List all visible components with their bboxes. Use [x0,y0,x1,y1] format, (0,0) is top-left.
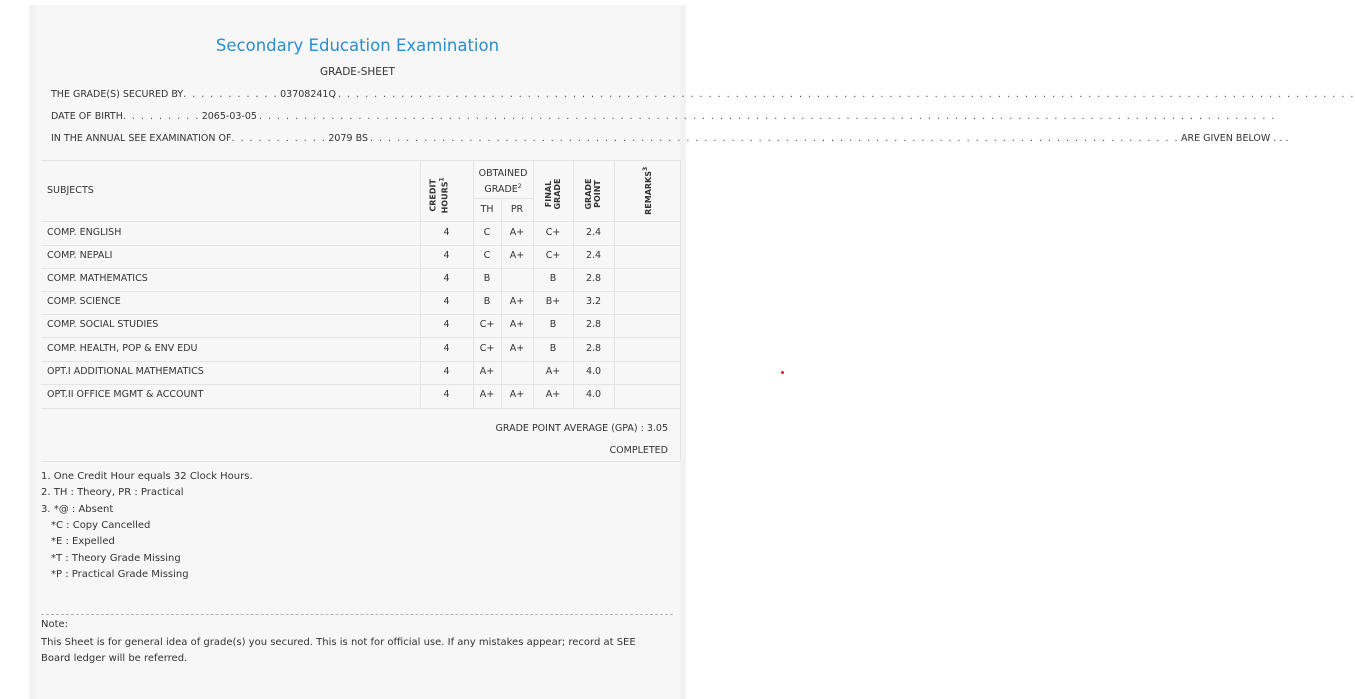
practical-grade: A+ [509,227,525,238]
dob-value: 2065-03-05 [201,111,257,122]
credit-hours: 4 [443,319,450,330]
gpa-value: GRADE POINT AVERAGE (GPA) : 3.05 [495,423,668,434]
given-below-text: ARE GIVEN BELOW . . . [1181,133,1289,144]
credit-hours: 4 [443,273,450,284]
subject-name: COMP. MATHEMATICS [47,273,148,284]
grade-sheet-body [35,5,1355,699]
footnote: 2. TH : Theory, PR : Practical [41,487,184,498]
credit-hours: 4 [443,366,450,377]
grade-point: 4.0 [585,366,602,377]
page-title: Secondary Education Examination [215,36,500,55]
final-grade: B [549,343,557,354]
theory-grade: B [483,273,491,284]
credit-hours: 4 [443,227,450,238]
stray-dot [781,371,784,374]
footnote: *T : Theory Grade Missing [51,553,181,564]
theory-grade: C [483,227,491,238]
final-grade: A+ [545,366,561,377]
credit-hours: 4 [443,343,450,354]
grade-point: 2.8 [585,273,602,284]
subject-name: COMP. SOCIAL STUDIES [47,319,159,330]
practical-grade: A+ [509,250,525,261]
subject-name: OPT.II OFFICE MGMT & ACCOUNT [47,389,204,400]
grade-point: 2.8 [585,319,602,330]
final-grade: C+ [545,227,561,238]
grade-sheet-panel [29,5,1355,699]
result-status: COMPLETED [609,445,668,456]
note-text: This Sheet is for general idea of grade(s) you secured. This is not for official use. If any mistakes appear; record at SEE Board ledger will be referred. [41,637,636,664]
credit-hours-header: CREDIT HOURS$^1$ [428,177,450,214]
dob-line: DATE OF BIRTH . . . . . . . . . 2065-03-05 . . . . . . . . . . . . . . . . . . . . . . . . . . . . . . . . . . . . . . . . . . . . . . . . . . . . . . . . . . . . . . . . . . . . . . . . . . . . . . . . . . . . . . . . . . . . . . . . . . . . . . . . . . . . . . . . . [51,111,1276,122]
theory-grade: B [483,296,491,307]
exam-label: IN THE ANNUAL SEE EXAMINATION OF [51,133,232,144]
theory-grade: C [483,250,491,261]
secured-by-line: THE GRADE(S) SECURED BY . . . . . . . . . . . 03708241Q . . . . . . . . . . . . . . . . . . . . . . . . . . . . . . . . . . . . . . . . . . . . . . . . . . . . . . . . . . . . . . . . . . . . . . . . . . . . . . . . . . . . . . . . . . . . . . . . . . . . . . . . . . . . . . . . . [51,89,1355,100]
subject-name: COMP. NEPALI [47,250,113,261]
practical-grade: A+ [509,389,525,400]
subject-name: OPT.I ADDITIONAL MATHEMATICS [47,366,204,377]
final-grade: B [549,319,557,330]
theory-grade: A+ [479,366,495,377]
footnote: 1. One Credit Hour equals 32 Clock Hours. [41,471,253,482]
final-grade: A+ [545,389,561,400]
theory-header: TH [480,204,494,215]
practical-grade: A+ [509,343,525,354]
grade-point: 2.4 [585,250,602,261]
credit-hours: 4 [443,250,450,261]
remarks-header: REMARKS$^3$ [642,166,653,215]
theory-grade: C+ [479,343,495,354]
footnote: *C : Copy Cancelled [51,520,151,531]
grade-point: 3.2 [585,296,602,307]
footnote: 3. *@ : Absent [41,504,114,515]
divider [41,614,673,615]
exam-line: IN THE ANNUAL SEE EXAMINATION OF . . . . . . . . . . . 2079 BS . . . . . . . . . . . . . . . . . . . . . . . . . . . . . . . . . . . . . . . . . . . . . . . . . . . . . . . . . . . . . . . . . . . . . . . . . . . . . . . . . . . . . . . . . . ARE GIVEN BELOW . . . [51,133,1289,144]
subject-name: COMP. HEALTH, POP & ENV EDU [47,343,198,354]
practical-grade: A+ [509,296,525,307]
subject-name: COMP. ENGLISH [47,227,122,238]
credit-hours: 4 [443,389,450,400]
grade-sheet-heading: GRADE-SHEET [320,66,395,78]
theory-grade: A+ [479,389,495,400]
grade-point: 2.8 [585,343,602,354]
final-grade: B+ [545,296,561,307]
subjects-header: SUBJECTS [47,185,94,196]
secured-by-label: THE GRADE(S) SECURED BY [51,89,184,100]
final-grade-header: FINAL GRADE [544,178,562,210]
note-label: Note: [41,619,69,630]
theory-grade: C+ [479,319,495,330]
credit-hours: 4 [443,296,450,307]
practical-header: PR [510,204,524,215]
grade-point: 2.4 [585,227,602,238]
final-grade: C+ [545,250,561,261]
practical-grade: A+ [509,319,525,330]
grade-point-header: GRADE POINT [584,178,602,210]
obtained-grade-header: OBTAINED GRADE$^2$ [478,168,528,196]
exam-year: 2079 BS [328,133,368,144]
symbol-number: 03708241Q [280,89,336,100]
subject-name: COMP. SCIENCE [47,296,121,307]
footnote: *P : Practical Grade Missing [51,569,189,580]
dob-label: DATE OF BIRTH [51,111,123,122]
final-grade: B [549,273,557,284]
grade-point: 4.0 [585,389,602,400]
footnote: *E : Expelled [51,536,115,547]
